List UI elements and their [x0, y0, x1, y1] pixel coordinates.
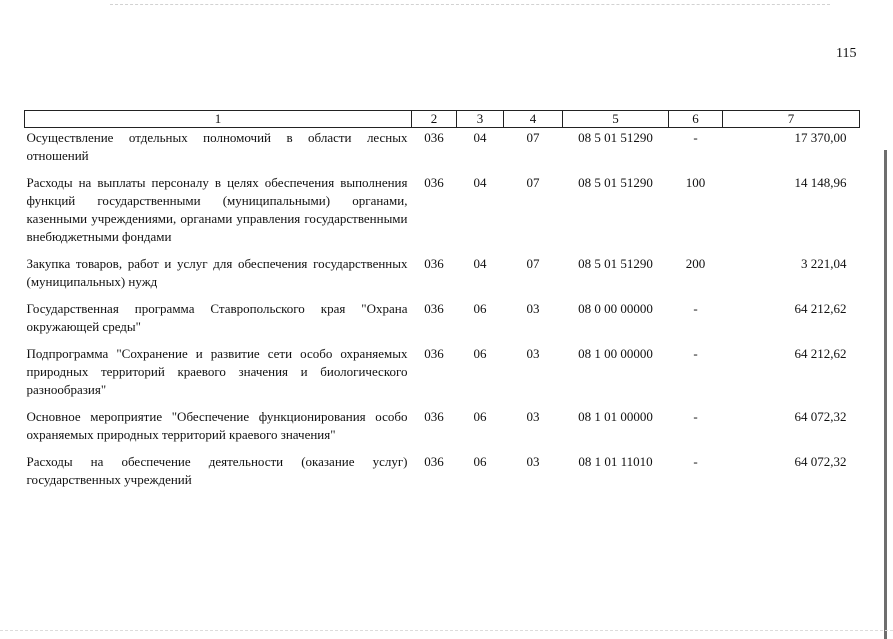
section-code: 04 [473, 256, 487, 271]
subsection-code: 03 [526, 409, 540, 424]
amount: 3 221,04 [801, 256, 847, 271]
column-header: 4 [504, 111, 563, 128]
section-code: 04 [473, 130, 487, 145]
expense-type-code: - [693, 346, 698, 361]
table-row [25, 300, 860, 345]
table-row [25, 345, 860, 408]
column-header: 2 [412, 111, 457, 128]
ved-code: 036 [424, 409, 444, 424]
scan-right-edge [884, 150, 887, 639]
ved-code: 036 [424, 256, 444, 271]
amount: 64 072,32 [794, 409, 847, 424]
expense-type-code: - [693, 409, 698, 424]
column-header: 5 [563, 111, 669, 128]
amount: 64 212,62 [794, 346, 847, 361]
target-article-code: 08 1 01 11010 [578, 454, 653, 469]
subsection-code: 07 [526, 256, 540, 271]
expense-name: Осуществление отдельных полномочий в области лесных отношений [26, 130, 408, 163]
subsection-code: 07 [526, 130, 540, 145]
page-number: 115 [836, 46, 857, 61]
table-row [25, 453, 860, 498]
expense-name: Закупка товаров, работ и услуг для обеспечения государственных (муниципальных) нужд [26, 256, 408, 289]
ved-code: 036 [424, 454, 444, 469]
column-header: 3 [457, 111, 504, 128]
section-code: 06 [473, 301, 487, 316]
ved-code: 036 [424, 301, 444, 316]
amount: 64 072,32 [794, 454, 847, 469]
column-header: 7 [723, 111, 860, 128]
target-article-code: 08 5 01 51290 [578, 175, 653, 190]
expense-type-code: 200 [685, 256, 706, 271]
expense-type-code: - [693, 130, 698, 145]
table-header-row [25, 111, 860, 128]
ved-code: 036 [424, 346, 444, 361]
expense-type-code: 100 [685, 175, 706, 190]
column-header: 6 [669, 111, 723, 128]
subsection-code: 03 [526, 301, 540, 316]
column-header: 1 [25, 111, 412, 128]
scan-bottom-edge [0, 630, 893, 631]
scan-top-edge [110, 4, 830, 5]
subsection-code: 07 [526, 175, 540, 190]
amount: 17 370,00 [794, 130, 847, 145]
expense-type-code: - [693, 454, 698, 469]
expense-name: Расходы на выплаты персоналу в целях обеспечения выполнения функций государственными (муниципальными) органами, казенными учреждениями, органами управления государственными внебюджетными фондами [26, 175, 408, 244]
section-code: 06 [473, 409, 487, 424]
section-code: 06 [473, 454, 487, 469]
expense-name: Расходы на обеспечение деятельности (оказание услуг) государственных учреждений [26, 454, 408, 487]
subsection-code: 03 [526, 454, 540, 469]
target-article-code: 08 5 01 51290 [578, 256, 653, 271]
target-article-code: 08 1 00 00000 [578, 346, 653, 361]
section-code: 06 [473, 346, 487, 361]
ved-code: 036 [424, 175, 444, 190]
expense-name: Подпрограмма "Сохранение и развитие сети особо охраняемых природных территорий краевого значения и биологического разнообразия" [26, 346, 408, 397]
expense-name: Государственная программа Ставропольского края "Охрана окружающей среды" [26, 301, 408, 334]
expense-name: Основное мероприятие "Обеспечение функционирования особо охраняемых природных территорий краевого значения" [26, 409, 408, 442]
table-row [25, 174, 860, 255]
table-row [25, 255, 860, 300]
expense-type-code: - [693, 301, 698, 316]
amount: 14 148,96 [794, 175, 847, 190]
budget-table [24, 110, 860, 498]
target-article-code: 08 5 01 51290 [578, 130, 653, 145]
table-row [25, 408, 860, 453]
ved-code: 036 [424, 130, 444, 145]
section-code: 04 [473, 175, 487, 190]
table-row [25, 128, 860, 175]
amount: 64 212,62 [794, 301, 847, 316]
subsection-code: 03 [526, 346, 540, 361]
target-article-code: 08 0 00 00000 [578, 301, 653, 316]
target-article-code: 08 1 01 00000 [578, 409, 653, 424]
